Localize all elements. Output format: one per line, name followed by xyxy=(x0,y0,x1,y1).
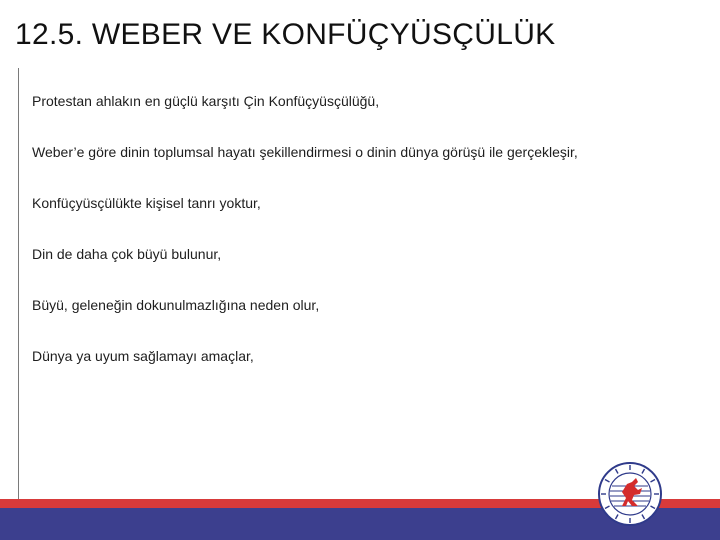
university-seal-icon xyxy=(598,462,662,526)
bullet-item: Din de daha çok büyü bulunur, xyxy=(32,246,222,262)
bullet-item: Dünya ya uyum sağlamayı amaçlar, xyxy=(32,348,254,364)
vertical-divider xyxy=(18,68,19,520)
bullet-item: Büyü, geleneğin dokunulmazlığına neden olur, xyxy=(32,297,320,313)
slide-title: 12.5. WEBER VE KONFÜÇYÜSÇÜLÜK xyxy=(15,18,556,51)
bullet-list xyxy=(32,93,702,399)
bullet-item: Weber’e göre dinin toplumsal hayatı şekillendirmesi o dinin dünya görüşü ile gerçekleşir, xyxy=(32,144,578,160)
bullet-item: Konfüçyüsçülükte kişisel tanrı yoktur, xyxy=(32,195,261,211)
bullet-item: Protestan ahlakın en güçlü karşıtı Çin Konfüçyüsçülüğü, xyxy=(32,93,380,109)
